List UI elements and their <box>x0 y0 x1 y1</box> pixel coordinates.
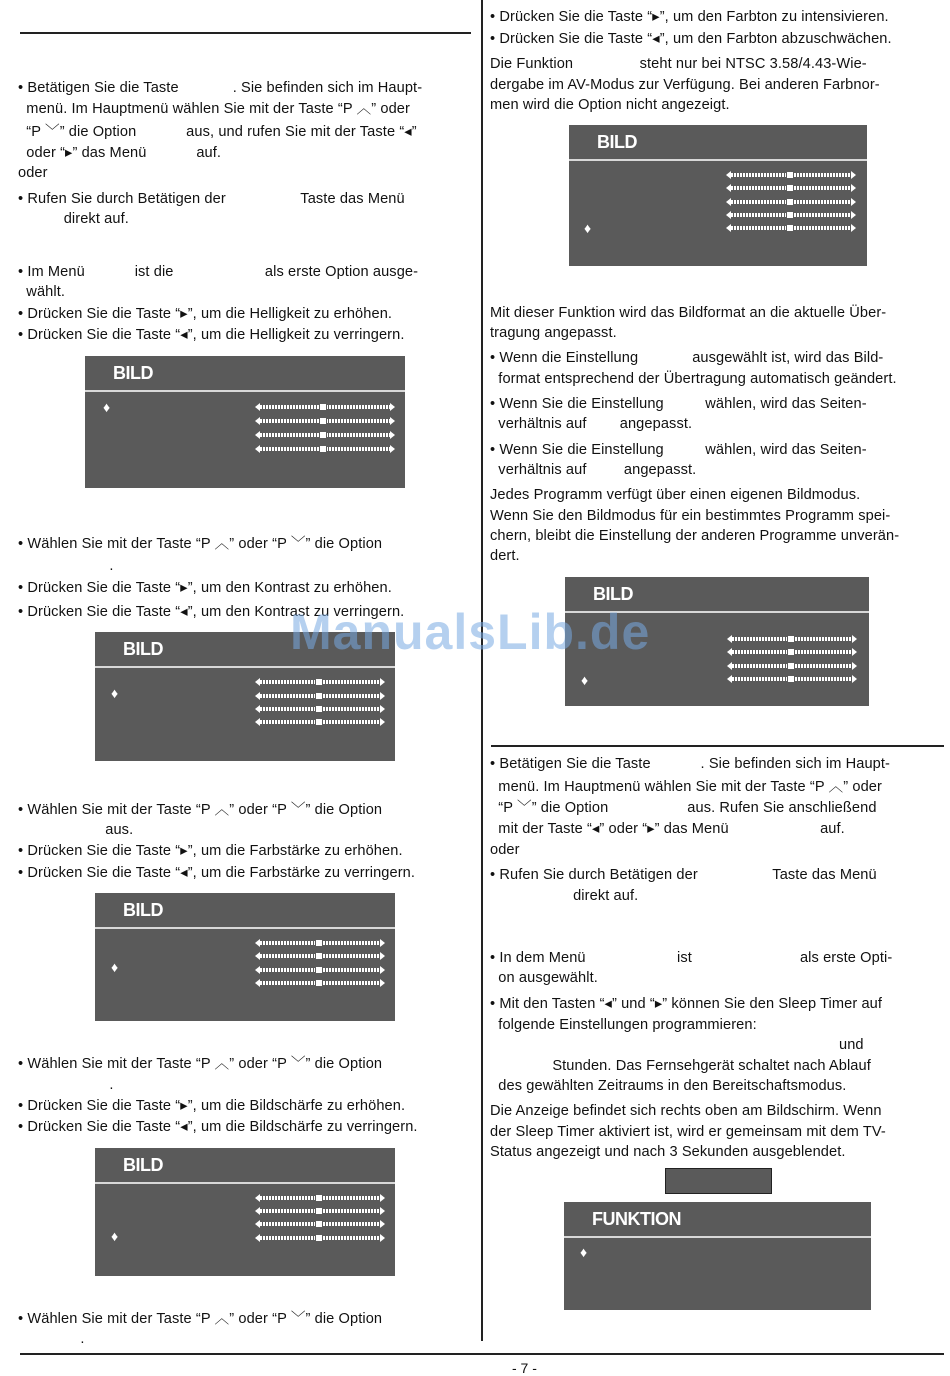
menu-slider <box>255 431 395 439</box>
left-text-line: aus. <box>18 822 134 838</box>
right-text-line: • Mit den Tasten “◂” und “▸” können Sie den Sleep Timer auf <box>490 996 883 1012</box>
right-text-line: oder <box>490 842 520 858</box>
menu-slider <box>255 403 395 411</box>
right-text-line: verhältnis auf angepasst. <box>490 462 697 478</box>
right-section-rule <box>491 745 944 747</box>
menu-title: FUNKTION <box>592 1209 681 1229</box>
right-text-line: men wird die Option nicht angezeigt. <box>490 97 730 113</box>
right-text-line: menü. Im Hauptmenü wählen Sie mit der Taste “P ︿” oder <box>490 779 882 795</box>
menu-title: BILD <box>113 363 153 383</box>
left-text-line: • Wählen Sie mit der Taste “P ︿” oder “P ﹀” die Option <box>18 1056 383 1072</box>
menu-slider <box>726 184 856 192</box>
left-text-line: direkt auf. <box>18 211 129 227</box>
menu-slider <box>255 718 385 726</box>
left-text-line: • Im Menü ist die als erste Option ausge- <box>18 264 419 280</box>
left-text-line: • Drücken Sie die Taste “◂”, um den Kontrast zu verringern. <box>18 604 405 620</box>
left-text-line: menü. Im Hauptmenü wählen Sie mit der Taste “P ︿” oder <box>18 101 410 117</box>
left-text-line: • Wählen Sie mit der Taste “P ︿” oder “P ﹀” die Option <box>18 802 383 818</box>
right-text-line: • In dem Menü ist als erste Opti- <box>490 950 893 966</box>
left-text-line: wählt. <box>18 284 66 300</box>
menu-title: BILD <box>123 639 163 659</box>
right-text-line: Wenn Sie den Bildmodus für ein bestimmtes Programm spei- <box>490 508 891 524</box>
menu-slider <box>727 648 857 656</box>
left-top-rule <box>20 32 471 34</box>
right-text-line: direkt auf. <box>490 888 639 904</box>
menu-title: BILD <box>123 1155 163 1175</box>
right-text-line: Status angezeigt und nach 3 Sekunden ausgeblendet. <box>490 1144 846 1160</box>
left-text-line: • Drücken Sie die Taste “▸”, um die Farbstärke zu erhöhen. <box>18 843 403 859</box>
left-text-line: oder “▸” das Menü auf. <box>18 145 222 161</box>
bild-menu-sharpness <box>95 1148 395 1276</box>
menu-cursor-icon: ♦ <box>111 959 119 975</box>
right-text-line: dergabe im AV-Modus zur Verfügung. Bei anderen Farbnor- <box>490 77 880 93</box>
right-text-line: format entsprechend der Übertragung automatisch geändert. <box>490 371 897 387</box>
right-text-line: Die Funktion steht nur bei NTSC 3.58/4.43-Wie- <box>490 56 867 72</box>
right-text-line: folgende Einstellungen programmieren: <box>490 1017 757 1033</box>
menu-slider <box>255 417 395 425</box>
right-text-line: Mit dieser Funktion wird das Bildformat an die aktuelle Über- <box>490 305 887 321</box>
menu-title: BILD <box>593 584 633 604</box>
right-text-line: • Rufen Sie durch Betätigen der Taste das Menü <box>490 867 877 883</box>
left-text-line: • Wählen Sie mit der Taste “P ︿” oder “P ﹀” die Option <box>18 536 383 552</box>
page-number: - 7 - <box>512 1360 537 1376</box>
menu-cursor-icon: ♦ <box>111 1228 119 1244</box>
menu-slider <box>727 635 857 643</box>
right-text-line: • Wenn Sie die Einstellung wählen, wird das Seiten- <box>490 442 867 458</box>
menu-cursor-icon: ♦ <box>103 399 111 415</box>
left-text-line: • Drücken Sie die Taste “▸”, um die Helligkeit zu erhöhen. <box>18 306 393 322</box>
left-text-line: . <box>18 1331 85 1347</box>
menu-slider <box>727 675 857 683</box>
menu-slider <box>255 445 395 453</box>
left-text-line: oder <box>18 165 48 181</box>
menu-slider <box>727 662 857 670</box>
right-text-line: on ausgewählt. <box>490 970 598 986</box>
menu-slider <box>726 171 856 179</box>
right-text-line: • Drücken Sie die Taste “◂”, um den Farbton abzuschwächen. <box>490 31 892 47</box>
left-text-line: . <box>18 1077 114 1093</box>
right-text-line: • Betätigen Sie die Taste . Sie befinden sich im Haupt- <box>490 756 891 772</box>
right-text-line: mit der Taste “◂” oder “▸” das Menü auf. <box>490 821 845 837</box>
menu-slider <box>255 678 385 686</box>
right-text-line: Die Anzeige befindet sich rechts oben am Bildschirm. Wenn <box>490 1103 882 1119</box>
right-text-line: • Drücken Sie die Taste “▸”, um den Farbton zu intensivieren. <box>490 9 889 25</box>
bild-menu-tint <box>569 125 867 266</box>
right-text-line: Stunden. Das Fernsehgerät schaltet nach Ablauf <box>490 1058 871 1074</box>
left-text-line: “P ﹀” die Option aus, und rufen Sie mit der Taste “◂” <box>18 124 417 140</box>
column-divider <box>481 0 483 1341</box>
right-text-line: verhältnis auf angepasst. <box>490 416 693 432</box>
menu-slider <box>255 1194 385 1202</box>
left-text-line: . <box>18 558 114 574</box>
left-text-line: • Drücken Sie die Taste “◂”, um die Helligkeit zu verringern. <box>18 327 405 343</box>
sleep-timer-display <box>665 1168 772 1194</box>
menu-slider <box>255 1234 385 1242</box>
menu-slider <box>726 211 856 219</box>
left-text-line: • Rufen Sie durch Betätigen der Taste das Menü <box>18 191 405 207</box>
menu-slider <box>255 966 385 974</box>
watermark: ManualsLib.de <box>290 604 651 660</box>
menu-cursor-icon: ♦ <box>581 672 589 688</box>
menu-cursor-icon: ♦ <box>111 685 119 701</box>
right-text-line: chern, bleibt die Einstellung der anderen Programme unverän- <box>490 528 900 544</box>
left-text-line: • Drücken Sie die Taste “◂”, um die Farbstärke zu verringern. <box>18 865 416 881</box>
left-text-line: • Wählen Sie mit der Taste “P ︿” oder “P ﹀” die Option <box>18 1311 383 1327</box>
menu-cursor-icon: ♦ <box>584 220 592 236</box>
menu-title: BILD <box>123 900 163 920</box>
menu-slider <box>255 1220 385 1228</box>
right-text-line: dert. <box>490 548 520 564</box>
menu-slider <box>255 705 385 713</box>
menu-slider <box>255 692 385 700</box>
right-text-line: und <box>490 1037 864 1053</box>
menu-slider <box>255 979 385 987</box>
left-text-line: • Drücken Sie die Taste “◂”, um die Bildschärfe zu verringern. <box>18 1119 418 1135</box>
menu-slider <box>255 952 385 960</box>
right-text-line: der Sleep Timer aktiviert ist, wird er gemeinsam mit dem TV- <box>490 1124 886 1140</box>
menu-slider <box>726 224 856 232</box>
left-text-line: • Drücken Sie die Taste “▸”, um die Bildschärfe zu erhöhen. <box>18 1098 406 1114</box>
footer-rule <box>20 1353 944 1355</box>
menu-slider <box>726 198 856 206</box>
menu-slider <box>255 1207 385 1215</box>
menu-slider <box>255 939 385 947</box>
bild-menu-color <box>95 893 395 1021</box>
right-text-line: “P ﹀” die Option aus. Rufen Sie anschließend <box>490 800 877 816</box>
right-text-line: Jedes Programm verfügt über einen eigenen Bildmodus. <box>490 487 861 503</box>
right-text-line: • Wenn die Einstellung ausgewählt ist, wird das Bild- <box>490 350 884 366</box>
menu-cursor-icon: ♦ <box>580 1244 588 1260</box>
right-text-line: • Wenn Sie die Einstellung wählen, wird das Seiten- <box>490 396 867 412</box>
right-text-line: tragung angepasst. <box>490 325 617 341</box>
funktion-menu <box>564 1202 871 1310</box>
left-text-line: • Drücken Sie die Taste “▸”, um den Kontrast zu erhöhen. <box>18 580 392 596</box>
menu-title: BILD <box>597 132 637 152</box>
right-text-line: des gewählten Zeitraums in den Bereitschaftsmodus. <box>490 1078 847 1094</box>
left-text-line: • Betätigen Sie die Taste . Sie befinden sich im Haupt- <box>18 80 423 96</box>
bild-menu-brightness <box>85 356 405 488</box>
